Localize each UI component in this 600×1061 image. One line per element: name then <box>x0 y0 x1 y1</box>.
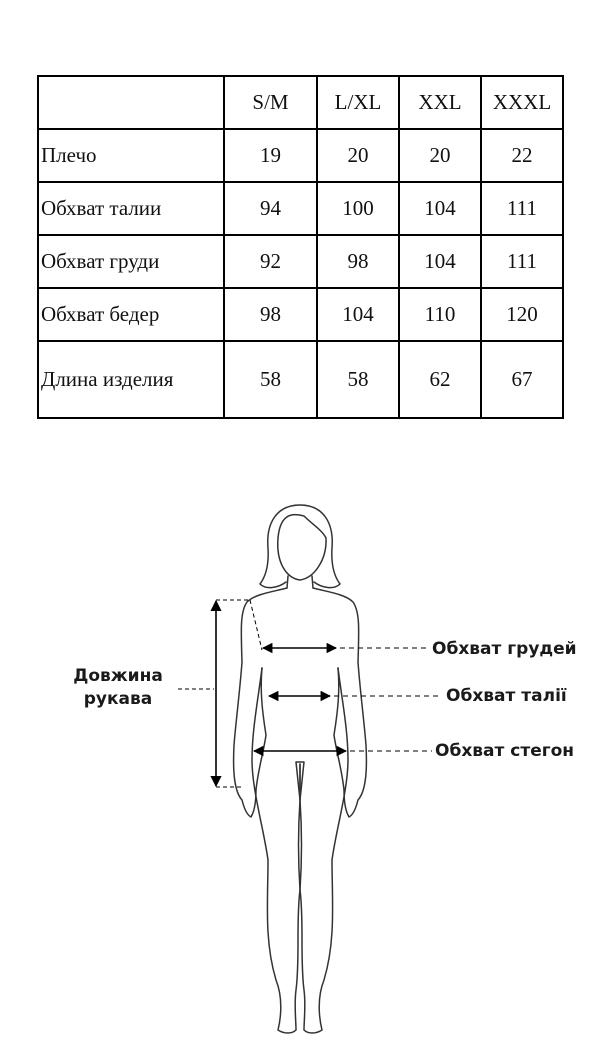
table-cell: 92 <box>224 235 317 288</box>
table-cell: 104 <box>399 235 481 288</box>
row-label: Обхват груди <box>38 235 224 288</box>
sleeve-label-line2: рукава <box>83 689 153 709</box>
body-measurement-diagram <box>0 490 600 1050</box>
row-label: Плечо <box>38 129 224 182</box>
chest-label: Обхват грудей <box>432 639 577 659</box>
table-header-size: S/M <box>224 76 317 129</box>
table-cell: 110 <box>399 288 481 341</box>
table-row <box>38 235 563 288</box>
table-cell: 19 <box>224 129 317 182</box>
sleeve-label-line1: Довжина <box>73 666 163 686</box>
table-header-size: XXXL <box>481 76 563 129</box>
table-row <box>38 129 563 182</box>
row-label: Обхват талии <box>38 182 224 235</box>
table-cell: 58 <box>317 341 399 418</box>
row-label: Обхват бедер <box>38 288 224 341</box>
table-header-size: XXL <box>399 76 481 129</box>
table-cell: 20 <box>317 129 399 182</box>
table-cell: 20 <box>399 129 481 182</box>
table-cell: 98 <box>224 288 317 341</box>
waist-label: Обхват талії <box>446 686 567 706</box>
table-cell: 104 <box>317 288 399 341</box>
table-cell: 94 <box>224 182 317 235</box>
table-cell: 111 <box>481 235 563 288</box>
row-label: Длина изделия <box>38 341 224 418</box>
table-row <box>38 288 563 341</box>
table-cell: 62 <box>399 341 481 418</box>
table-header-row <box>38 76 563 129</box>
sleeve-length-measure <box>178 600 262 787</box>
woman-figure-icon <box>234 505 367 1033</box>
table-cell: 120 <box>481 288 563 341</box>
table-cell: 100 <box>317 182 399 235</box>
table-row <box>38 341 563 418</box>
table-header-empty <box>38 76 224 129</box>
hips-label: Обхват стегон <box>435 741 575 761</box>
table-cell: 58 <box>224 341 317 418</box>
table-cell: 104 <box>399 182 481 235</box>
table-cell: 67 <box>481 341 563 418</box>
table-cell: 111 <box>481 182 563 235</box>
table-row <box>38 182 563 235</box>
table-cell: 22 <box>481 129 563 182</box>
table-header-size: L/XL <box>317 76 399 129</box>
table-cell: 98 <box>317 235 399 288</box>
size-table <box>37 75 564 419</box>
